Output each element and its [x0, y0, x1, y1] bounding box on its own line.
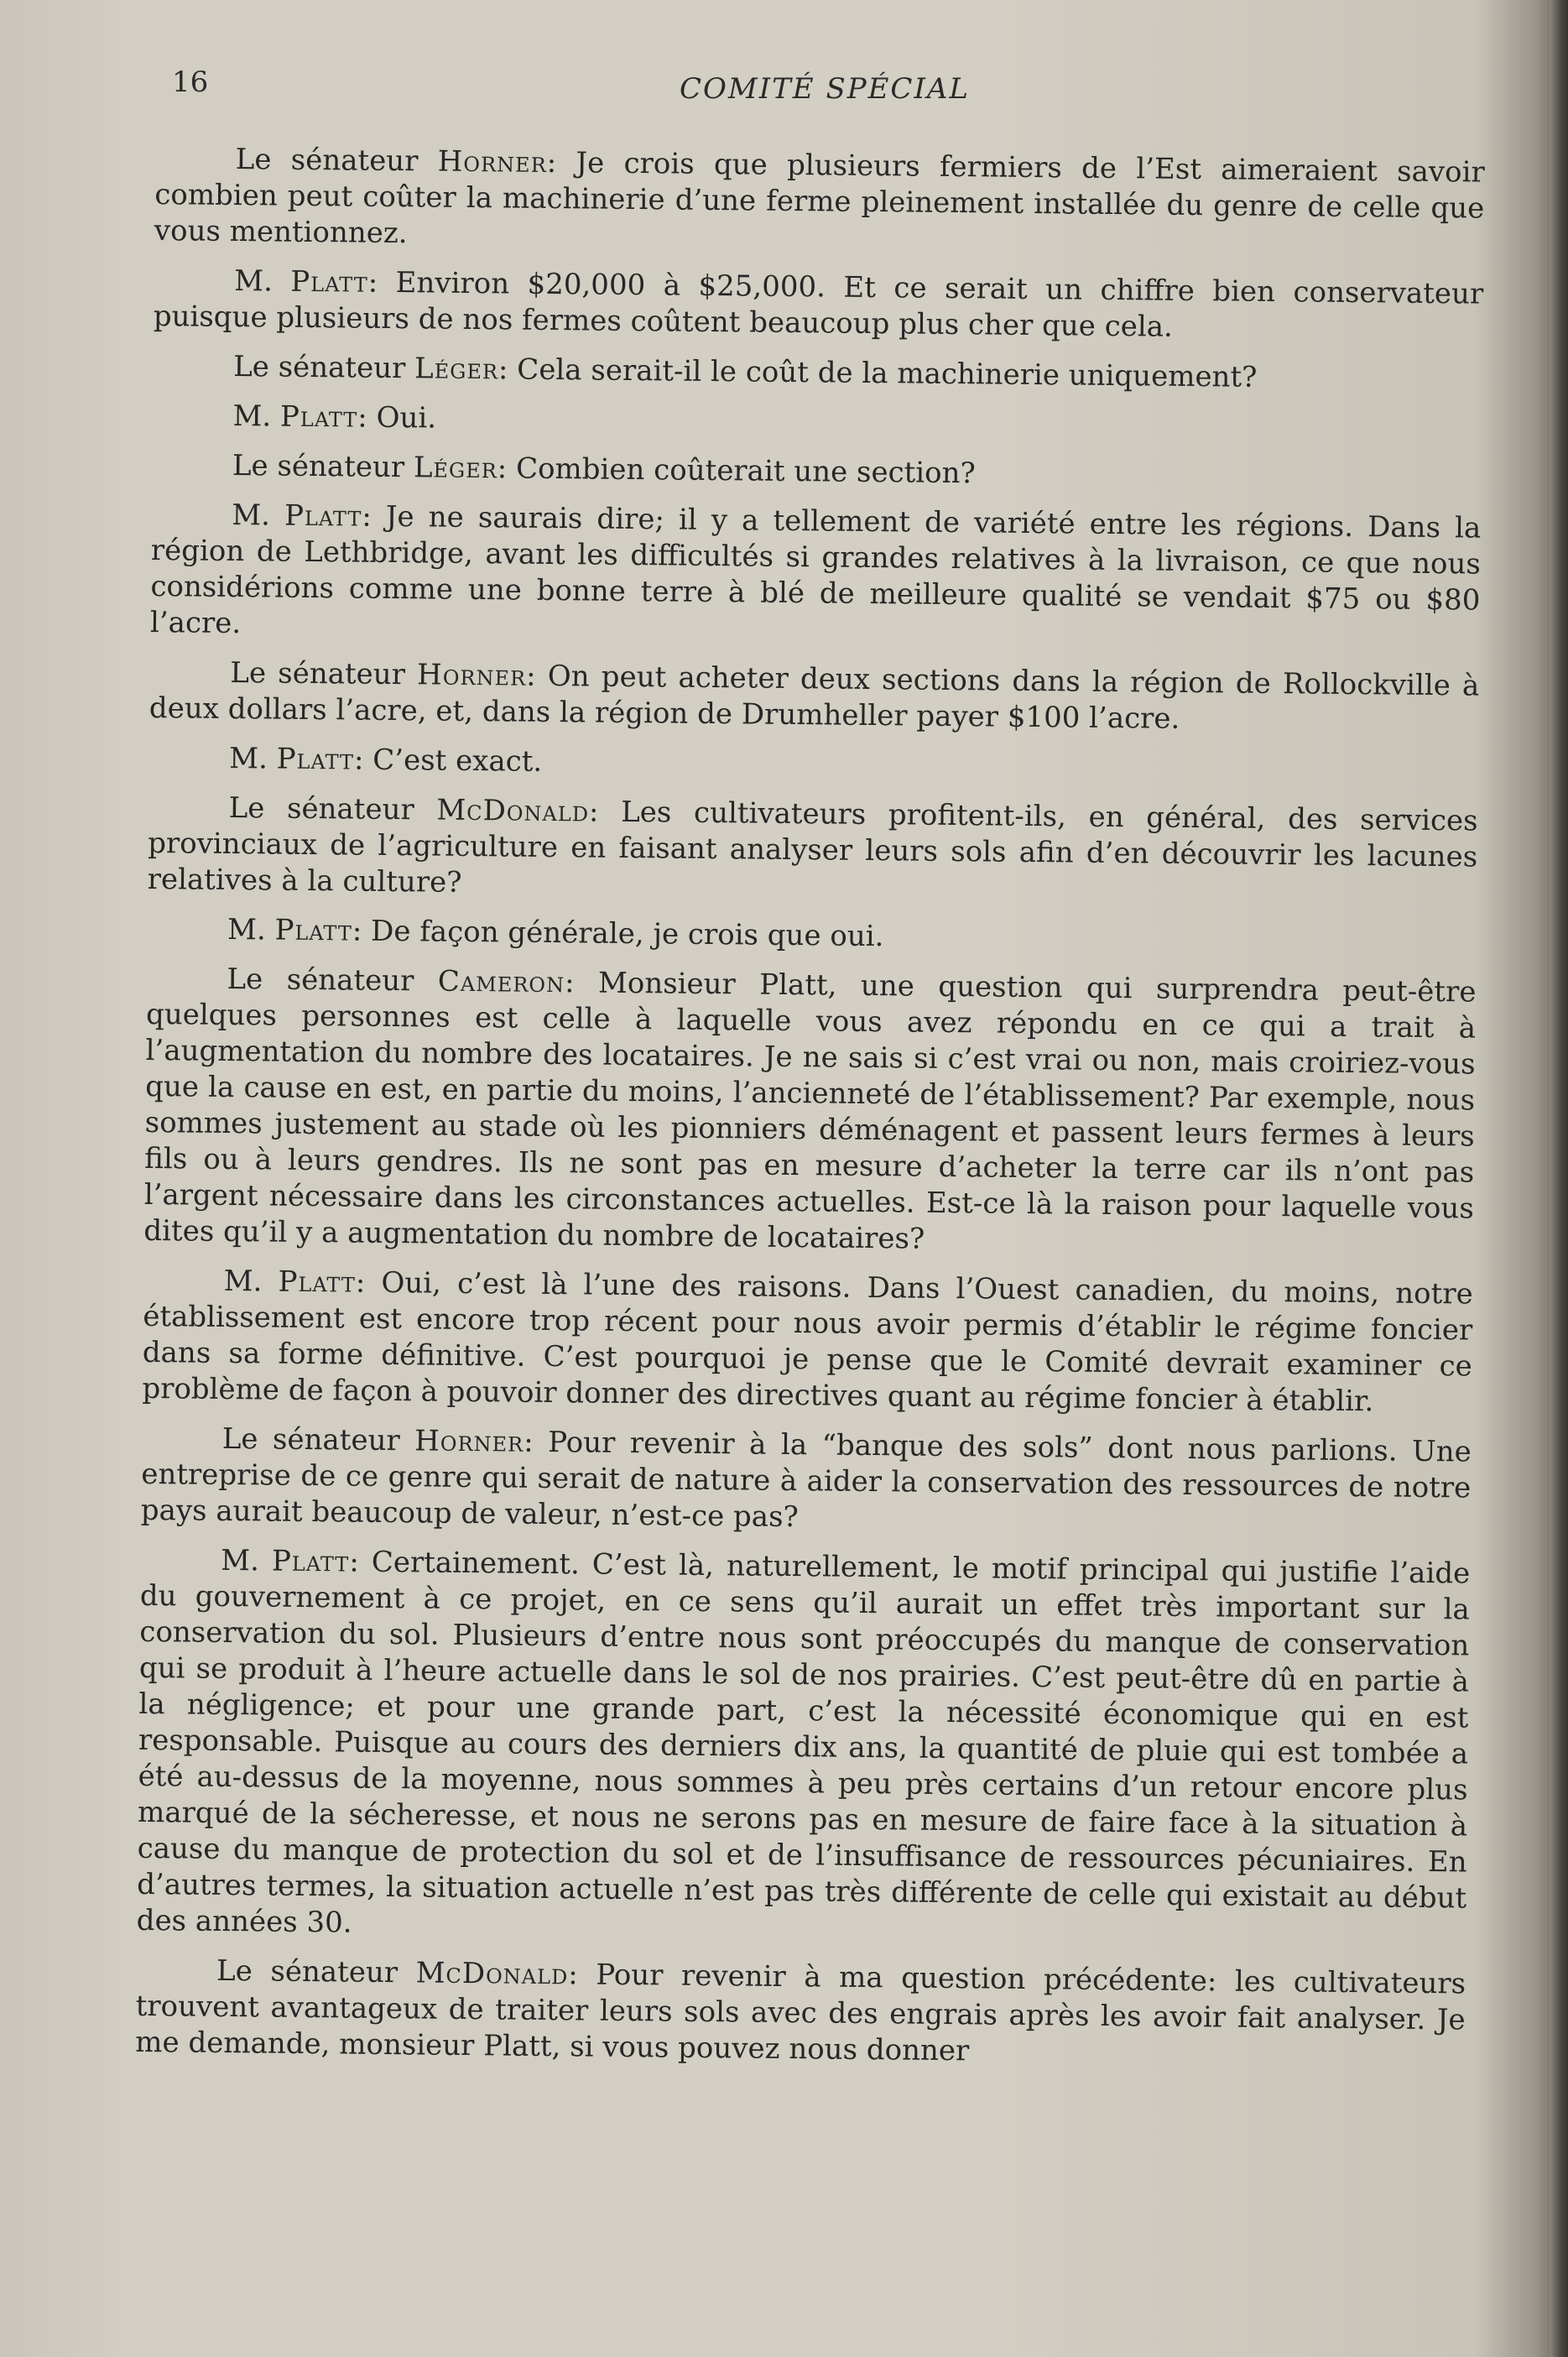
paragraph-text: : C’est exact. [353, 743, 543, 779]
paragraph [153, 348, 1482, 399]
paragraph-text: : Oui, c’est là l’une des raisons. Dans l’Ouest canadien, du moins, notre établissement est encore trop récent pour nous avoir permis d’établir le régime foncier dans sa forme définitive. C’est pourquoi je pense que le Comité devrait examiner ce problème de façon à pouvoir donner des directives quant au régime foncier à établir. [142, 1265, 1473, 1419]
paragraph-text: : Monsieur Platt, une question qui surprendra peut-être quelques personnes est celle à laquelle vous avez répondu en ce qui a trait à l’augmentation du nombre des locataires. Je ne sais si c’est vrai ou non, mais croiriez-vous que la cause en est, en partie du moins, l’ancienneté de l’établissement? Par exemple, nous sommes justement au stade où les pionniers déménagent et passent leurs fermes à leurs fils ou à leurs gendres. Ils ne sont pas en mesure d’acheter la terre car ils n’ont pas l’argent nécessaire dans les circonstances actuelles. Est-ce là la raison pour laquelle vous dites qu’il y a augmentation du nombre de locataires? [143, 966, 1477, 1256]
speaker-name: Horner [437, 144, 547, 180]
speaker-name: Platt [276, 742, 355, 777]
paragraph-text: : Environ $20,000 à $25,000. Et ce serait un chiffre bien conservateur puisque plusieurs de nos fermes coûtent beaucoup plus cher que cela. [153, 265, 1484, 344]
paragraph [141, 1421, 1472, 1543]
paragraph-text: : De façon générale, je crois que oui. [352, 914, 884, 954]
page-number: 16 [172, 65, 209, 99]
paragraph [152, 447, 1482, 498]
speaker-name: Platt [290, 264, 368, 300]
paragraph [148, 740, 1478, 790]
paragraph-text: : Cela serait-il le coût de la machinerie uniquement? [497, 352, 1258, 394]
speaker-name: McDonald [436, 793, 590, 829]
paragraph [143, 961, 1477, 1264]
speaker-title: M. [232, 498, 271, 533]
paragraph-text: : On peut acheter deux sections dans la région de Rollockville à deux dollars l’acre, et, dans la région de Drumheller payer $100 l’acre. [148, 659, 1480, 736]
paragraph [152, 398, 1482, 448]
speaker-name: Léger [413, 451, 498, 486]
paragraph [135, 1953, 1466, 2075]
book-binding-edge [1550, 0, 1568, 2357]
speaker-title: M. [227, 912, 266, 947]
speaker-name: Platt [279, 399, 358, 435]
speaker-title: Le sénateur [235, 143, 419, 179]
speaker-name: Platt [274, 913, 353, 948]
paragraph-text: : Je crois que plusieurs fermiers de l’Est aimeraient savoir combien peut coûter la machinerie d’une ferme pleinement installée du genre de celle que vous mentionnez. [154, 145, 1485, 251]
page-header [172, 65, 1481, 116]
speaker-title: M. [223, 1264, 263, 1299]
paragraph-text: : Oui. [357, 400, 437, 435]
paragraph-text: : Combien coûterait une section? [497, 451, 976, 491]
speaker-name: Léger [414, 352, 499, 387]
speaker-title: Le sénateur [228, 790, 414, 827]
paragraph [154, 141, 1485, 263]
speaker-title: M. [229, 741, 268, 776]
speaker-title: Le sénateur [227, 962, 414, 999]
paragraph-text: : Pour revenir à ma question précédente: les cultivateurs trouvent avantageux de traiter leurs sols avec des engrais après les avoir fait analyser. Je me demande, monsieur Platt, si vous pouvez nous donner [135, 1958, 1466, 2068]
speaker-title: M. [232, 399, 272, 434]
speaker-name: Platt [271, 1544, 350, 1579]
speaker-name: Horner [414, 1424, 524, 1459]
paragraph-text: : Les cultivateurs profitent-ils, en général, des services provinciaux de l’agriculture en faisant analyser leurs sols afin d’en découvrir les lacunes relatives à la culture? [147, 795, 1478, 900]
paragraph [147, 911, 1477, 962]
paragraph [148, 790, 1478, 912]
paragraph [137, 1542, 1471, 1953]
paragraph-text: : Pour revenir à la “banque des sols” dont nous parlions. Une entreprise de ce genre qui serait de nature à aider la conservation des ressources de notre pays aurait beaucoup de valeur, n’est-ce pas? [140, 1425, 1472, 1535]
speaker-name: Platt [278, 1265, 357, 1300]
paragraph [149, 654, 1480, 741]
speaker-title: M. [221, 1543, 260, 1578]
speaker-title: Le sénateur [230, 655, 406, 692]
speaker-title: Le sénateur [232, 448, 405, 485]
speaker-title: Le sénateur [216, 1953, 399, 1990]
body-text [135, 141, 1485, 2088]
paragraph [142, 1263, 1473, 1421]
speaker-title: M. [234, 263, 273, 299]
speaker-title: Le sénateur [221, 1421, 400, 1458]
paragraph [150, 497, 1482, 655]
paragraph-text: : Je ne saurais dire; il y a tellement de variété entre les régions. Dans la région de Lethbridge, avant les difficultés si grandes relatives à la livraison, ce que nous considérions comme une bonne terre à blé de meilleure qualité se vendait $75 ou $80 l’acre. [149, 499, 1482, 641]
paragraph [154, 263, 1484, 349]
speaker-name: Cameron [437, 964, 565, 1000]
paragraph-text: : Certainement. C’est là, naturellement, le motif principal qui justifie l’aide du gouvernement à ce projet, en ce sens qu’il aurait un effet très important sur la conservation du sol. Plusieurs d’entre nous sont préoccupés du manque de conservation qui se produit à l’heure actuelle dans le sol de nos prairies. C’est peut-être dû en partie à la négligence; et pour une grande part, c’est la nécessité économique qui en est responsable. Puisque au cours des derniers dix ans, la quantité de pluie qui est tombée a été au-dessus de la moyenne, nous sommes à peu près certains d’un retour encore plus marqué de la sécheresse, et nous ne serons pas en mesure de faire face à la situation à cause du manque de protection du sol et de l’insuffisance de ressources pécuniaires. En d’autres termes, la situation actuelle n’est pas très différente de celle qui existait au début des années 30. [136, 1545, 1471, 1940]
running-head: COMITÉ SPÉCIAL [680, 72, 971, 106]
speaker-name: Horner [416, 658, 527, 693]
speaker-name: Platt [284, 498, 362, 534]
speaker-title: Le sénateur [232, 349, 406, 386]
speaker-name: McDonald [415, 1956, 569, 1992]
